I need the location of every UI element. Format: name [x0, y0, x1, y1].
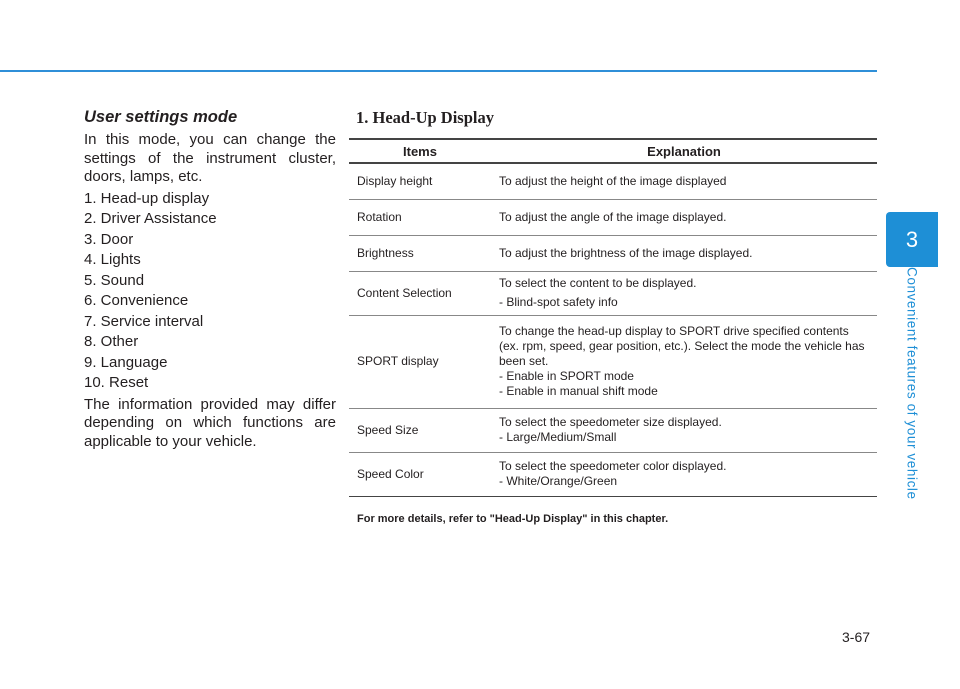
list-item: 4. Lights — [84, 251, 141, 269]
header-items: Items — [349, 139, 491, 163]
table-row — [349, 452, 877, 496]
list-item: 2. Driver Assistance — [84, 210, 217, 228]
explanation-line: To change the head-up display to SPORT drive specified contents — [499, 324, 849, 338]
explanation-line: - White/Orange/Green — [499, 474, 618, 488]
table-header-row — [349, 139, 877, 163]
list-item: 10. Reset — [84, 374, 149, 392]
right-column — [349, 108, 877, 525]
table-row — [349, 235, 877, 271]
list-item: 9. Language — [84, 353, 168, 371]
row-item: Brightness — [349, 235, 491, 271]
list-item: 7. Service interval — [84, 312, 204, 330]
explanation-line: To select the speedometer size displayed. — [499, 415, 722, 429]
list-item: 1. Head-up display — [84, 189, 210, 207]
row-item: Display height — [349, 163, 491, 199]
settings-menu-list — [84, 189, 336, 394]
explanation-line: (ex. rpm, speed, gear position, etc.). Select the mode the vehicle has — [499, 339, 865, 353]
list-item: 6. Convenience — [84, 292, 189, 310]
intro-paragraph: In this mode, you can change the settings of the instrument cluster, doors, lamps, etc. — [84, 131, 336, 186]
header-rule — [0, 70, 877, 72]
explanation-line: To adjust the height of the image displayed — [499, 173, 727, 188]
table-title: 1. Head-Up Display — [356, 108, 494, 127]
chapter-title: Convenient features of your vehicle — [904, 267, 920, 500]
explanation-line: - Enable in SPORT mode — [499, 369, 634, 383]
row-explanation — [491, 452, 877, 496]
explanation-line: To adjust the brightness of the image displayed. — [499, 245, 753, 260]
row-explanation — [491, 271, 877, 315]
row-item: Rotation — [349, 199, 491, 235]
table-row — [349, 199, 877, 235]
list-item: 5. Sound — [84, 271, 145, 289]
explanation-line: - Large/Medium/Small — [499, 430, 617, 444]
explanation-line: been set. — [499, 354, 549, 368]
footer-paragraph: The information provided may differ depending on which functions are applicable to your vehicle. — [84, 395, 336, 450]
section-heading: User settings mode — [84, 108, 238, 126]
explanation-line: - Enable in manual shift mode — [499, 384, 658, 398]
table-row — [349, 315, 877, 408]
row-item: Content Selection — [349, 271, 491, 315]
header-explanation: Explanation — [491, 139, 877, 163]
list-item: 3. Door — [84, 230, 134, 248]
row-explanation — [491, 235, 877, 271]
explanation-line: To select the speedometer color displayed. — [499, 459, 727, 473]
row-item: SPORT display — [349, 315, 491, 408]
row-explanation — [491, 199, 877, 235]
chapter-side-label — [886, 267, 938, 500]
left-column — [84, 108, 336, 452]
chapter-number-tab: 3 — [886, 212, 938, 267]
explanation-line: To adjust the angle of the image displayed. — [499, 209, 727, 224]
table-row — [349, 271, 877, 315]
hud-settings-table — [349, 138, 877, 497]
table-row — [349, 163, 877, 199]
row-item: Speed Size — [349, 408, 491, 452]
explanation-line: - Blind-spot safety info — [499, 295, 618, 309]
row-item: Speed Color — [349, 452, 491, 496]
row-explanation — [491, 315, 877, 408]
row-explanation — [491, 408, 877, 452]
row-explanation — [491, 163, 877, 199]
reference-note: For more details, refer to "Head-Up Display" in this chapter. — [357, 512, 669, 525]
list-item: 8. Other — [84, 333, 139, 351]
explanation-line: To select the content to be displayed. — [499, 276, 697, 290]
page-number: 3-67 — [842, 629, 871, 645]
table-row — [349, 408, 877, 452]
